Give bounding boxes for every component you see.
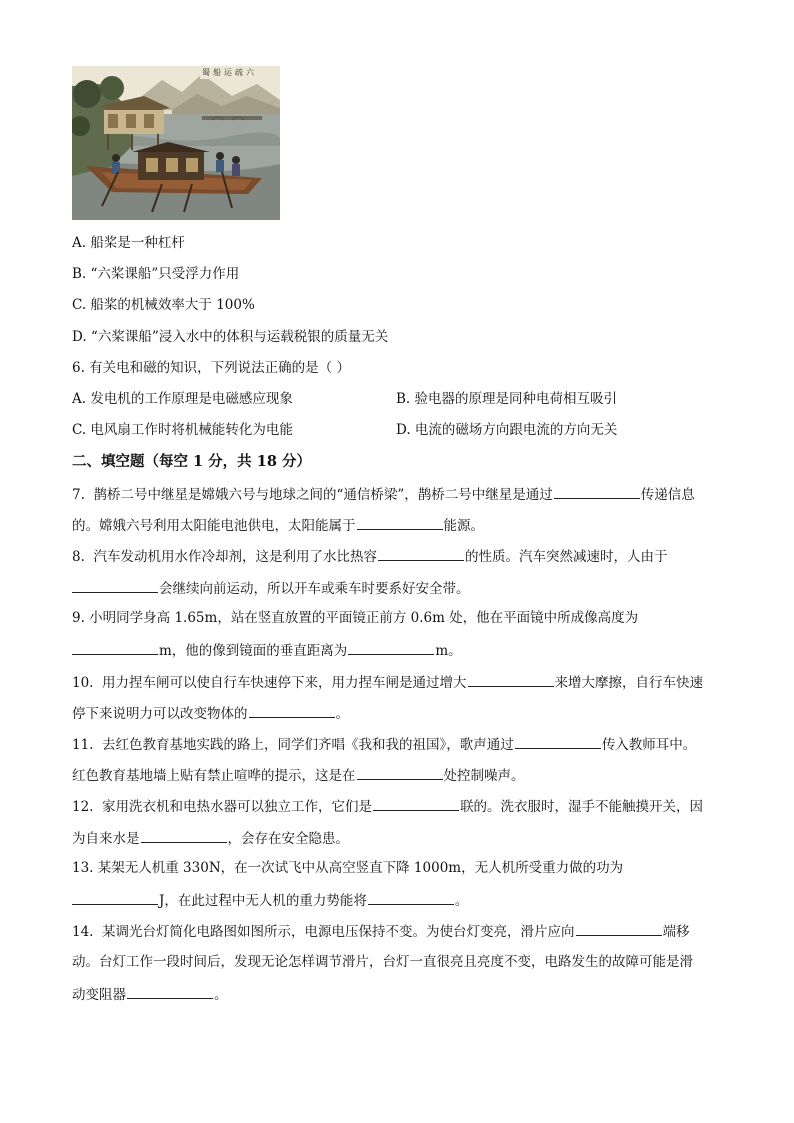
q14-text-3a: 动变阻器: [72, 987, 126, 1003]
q8-text-1a: 8. 汽车发动机用水作冷却剂，这是利用了水比热容: [72, 549, 377, 565]
q6-option-d: D. 电流的磁场方向跟电流的方向无关: [396, 422, 618, 438]
q8-blank-1[interactable]: [378, 546, 464, 561]
section-title: 二、填空题（每空 1 分，共 18 分）: [72, 453, 311, 470]
q8-line-1: [72, 546, 667, 566]
q10-text-2a: 停下来说明力可以改变物体的: [72, 706, 248, 722]
q8-blank-2[interactable]: [72, 578, 158, 593]
q11-text-1a: 11. 去红色教育基地实践的路上，同学们齐唱《我和我的祖国》，歌声通过: [72, 737, 514, 753]
q11-text-2a: 红色教育基地墙上贴有禁止喧哗的提示，这是在: [72, 768, 356, 784]
q5-option-c: C. 船桨的机械效率大于 100%: [72, 297, 255, 313]
q12-blank-1[interactable]: [373, 796, 459, 811]
image-caption: 蜀船运疏六: [202, 68, 257, 77]
q7-blank-1[interactable]: [554, 484, 640, 499]
q14-line-1: [72, 921, 690, 941]
q7-line-1: [72, 484, 695, 504]
q14-text-1a: 14. 某调光台灯简化电路图如图所示，电源电压保持不变。为使台灯变亮，滑片应向: [72, 924, 575, 940]
q9-blank-1[interactable]: [72, 640, 158, 655]
boat-illustration: [72, 66, 280, 220]
q8-text-2b: 会继续向前运动，所以开车或乘车时要系好安全带。: [159, 581, 470, 597]
q9-line-2: [72, 640, 462, 660]
q9-line-1: 9. 小明同学身高 1.65m，站在竖直放置的平面镜正前方 0.6m 处，他在平面镜中所成像高度为: [72, 610, 639, 626]
q10-line-1: [72, 672, 703, 692]
q13-blank-2[interactable]: [368, 890, 454, 905]
q14-blank-1[interactable]: [576, 921, 662, 936]
q5-option-b: B. “六桨课船”只受浮力作用: [72, 266, 240, 282]
q7-line-2: [72, 515, 484, 535]
q14-blank-2[interactable]: [127, 984, 213, 999]
q14-line-3: [72, 984, 228, 1004]
q11-blank-1[interactable]: [515, 734, 601, 749]
q7-text-2a: 的。嫦娥六号利用太阳能电池供电，太阳能属于: [72, 518, 356, 534]
q12-text-2a: 为自来水是: [72, 831, 140, 847]
q5-option-d: D. “六桨课船”浸入水中的体积与运载税银的质量无关: [72, 329, 389, 345]
q13-line-2: [72, 890, 468, 910]
q14-line-2: 动。台灯工作一段时间后，发现无论怎样调节滑片，台灯一直很亮且亮度不变，电路发生的故障可能是滑: [72, 954, 693, 970]
q12-text-1b: 联的。洗衣服时，湿手不能触摸开关，因: [460, 799, 704, 815]
q7-text-1a: 7. 鹊桥二号中继星是嫦娥六号与地球之间的“通信桥梁”，鹊桥二号中继星是通过: [72, 487, 553, 503]
q10-text-1b: 来增大摩擦，自行车快速: [554, 675, 704, 691]
q12-text-2b: ，会存在安全隐患。: [227, 831, 349, 847]
q11-line-2: [72, 765, 525, 785]
q12-text-1a: 12. 家用洗衣机和电热水器可以独立工作，它们是: [72, 799, 373, 815]
q12-line-2: [72, 828, 349, 848]
q13-line-1: 13. 某架无人机重 330N，在一次试飞中从高空竖直下降 1000m，无人机所受重力做的功为: [72, 860, 624, 876]
q10-text-1a: 10. 用力捏车闸可以使自行车快速停下来，用力捏车闸是通过增大: [72, 675, 467, 691]
q10-line-2: [72, 703, 349, 723]
q11-text-1b: 传入教师耳中。: [601, 737, 697, 753]
q9-text-2b: m，他的像到镜面的垂直距离为: [159, 643, 348, 659]
q9-blank-2[interactable]: [348, 640, 434, 655]
boat-painting-image: [72, 66, 280, 220]
q10-blank-1[interactable]: [468, 672, 554, 687]
q10-text-2b: 。: [335, 706, 349, 722]
q11-line-1: [72, 734, 696, 754]
q7-text-1b: 传递信息: [640, 487, 695, 503]
q6-option-a: A. 发电机的工作原理是电磁感应现象: [72, 391, 293, 407]
q11-text-2b: 处控制噪声。: [443, 768, 525, 784]
q6-option-b: B. 验电器的原理是同种电荷相互吸引: [396, 391, 618, 407]
q14-text-1b: 端移: [662, 924, 690, 940]
q8-line-2: [72, 578, 470, 598]
q6-option-c: C. 电风扇工作时将机械能转化为电能: [72, 422, 293, 438]
q13-blank-1[interactable]: [72, 890, 158, 905]
q12-line-1: [72, 796, 703, 816]
q5-option-a: A. 船桨是一种杠杆: [72, 235, 185, 251]
q7-blank-2[interactable]: [357, 515, 443, 530]
q9-text-2c: m。: [435, 643, 462, 659]
q11-blank-2[interactable]: [357, 765, 443, 780]
q8-text-1b: 的性质。汽车突然减速时，人由于: [464, 549, 668, 565]
q6-stem: 6. 有关电和磁的知识，下列说法正确的是（ ）: [72, 360, 350, 376]
q14-text-3b: 。: [214, 987, 228, 1003]
q10-blank-2[interactable]: [249, 703, 335, 718]
q12-blank-2[interactable]: [141, 828, 227, 843]
q13-text-2c: 。: [454, 893, 469, 909]
q7-text-2b: 能源。: [443, 518, 484, 534]
q13-text-2b: J，在此过程中无人机的重力势能将: [159, 893, 367, 909]
